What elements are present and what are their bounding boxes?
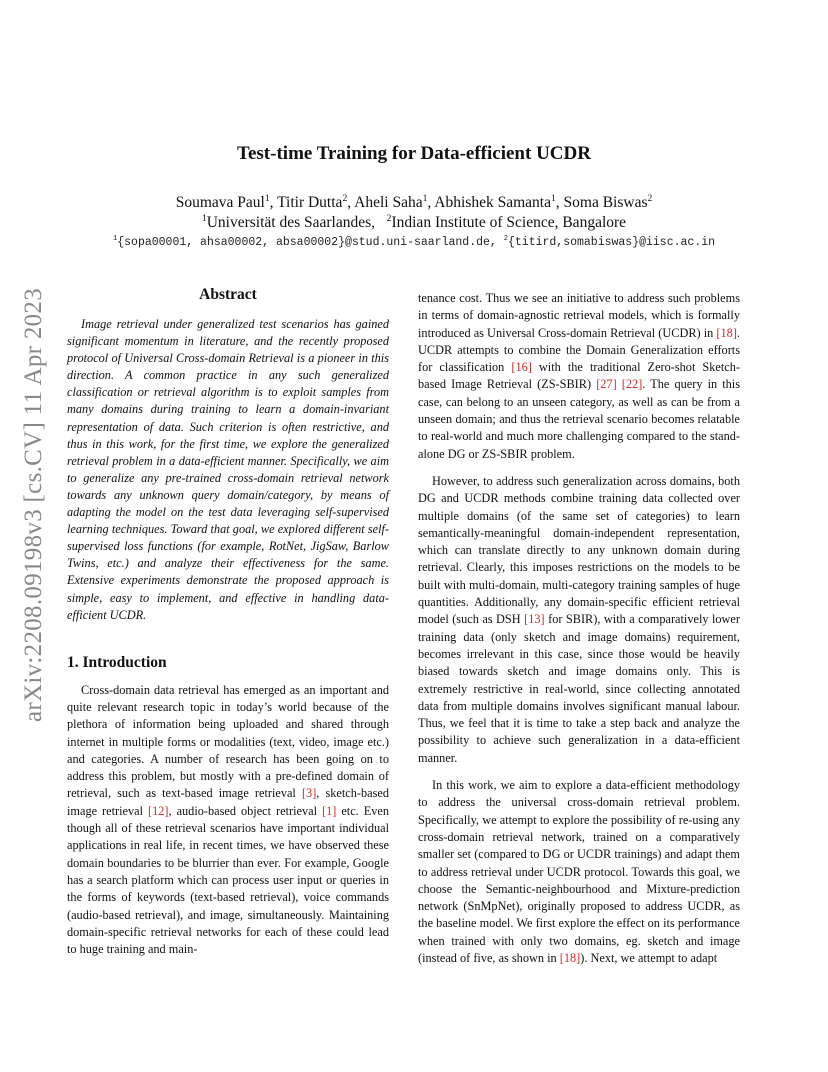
- affiliation: $^1$Universität des Saarlandes,: [201, 212, 376, 231]
- intro-paragraph: [67, 682, 389, 959]
- text-run: , audio-based object retrieval: [168, 803, 322, 818]
- citation-link[interactable]: [18]: [559, 950, 581, 965]
- citation-link[interactable]: [27]: [596, 377, 617, 392]
- body-paragraph: [418, 777, 740, 967]
- text-run: with the traditional Zero-shot Sketch-based Image Retrieval (ZS-SBIR): [418, 360, 740, 392]
- citation-link[interactable]: [18]: [716, 325, 737, 340]
- citation-link[interactable]: [1]: [321, 803, 337, 818]
- text-run: tenance cost. Thus we see an initiative to address such problems in terms of domain-agnostic retrieval models, which is formally introduced as Universal Cross-domain Retrieval (UCDR) in: [418, 291, 740, 340]
- citation-link[interactable]: [3]: [301, 786, 317, 801]
- arxiv-stamp-container: [14, 250, 54, 760]
- arxiv-stamp: arXiv:2208.09198v3 [cs.CV] 11 Apr 2023: [20, 287, 47, 723]
- text-run: ). Next, we attempt to adapt: [580, 950, 718, 965]
- citation-link[interactable]: [13]: [524, 612, 545, 627]
- text-run: . The query in this case, can belong to an unseen category, as well as can be from a unseen domain; and thus the retrieval scenario becomes relatable to real-world and much more challenging compared to the stand-alone DG or ZS-SBIR problem.: [418, 377, 741, 461]
- affiliation: $^2$Indian Institute of Science, Bangalore: [386, 212, 627, 231]
- affiliations: [0, 214, 828, 232]
- email-list: [0, 236, 828, 249]
- abstract-heading: Abstract: [199, 286, 257, 303]
- abstract-text: Image retrieval under generalized test scenarios has gained significant momentum in literature, and the recently proposed protocol of Universal Cross-domain Retrieval is a pioneer in this direction. A common practice in any such generalized classification or retrieval algorithm is to exploit samples from many domains during training to learn a domain-invariant representation of data. Such criterion is often restrictive, and thus in this work, for the first time, we explore the generalized retrieval problem in a data-efficient manner. Specifically, we aim to generalize any pre-trained cross-domain retrieval network towards any unknown query domain/category, by means of adapting the model on the test data leveraging self-supervised learning techniques. Toward that goal, we explored different self-supervised loss functions (for example, RotNet, JigSaw, Barlow Twins, etc.) and analyze their effectiveness for the same. Extensive experiments demonstrate the proposed approach is simple, easy to implement, and effective in handling data-efficient UCDR.: [67, 317, 389, 622]
- author: Soma Biswas$^2$: [563, 192, 653, 211]
- citation-link[interactable]: [12]: [148, 803, 169, 818]
- author: Abhishek Samanta$^1$: [434, 192, 556, 211]
- text-run: , sketch-based image retrieval: [67, 786, 389, 818]
- paper-title: Test-time Training for Data-efficient UCDR: [237, 143, 591, 164]
- text-run: etc. Even though all of these retrieval scenarios have important individual applications in real life, in recent times, we have observed these domain boundaries to be blurrier than ever. For example, Google has a search platform which can process user input or queries in the forms of keywords (text-based retrieval), voice commands (audio-based retrieval), and image, simultaneously. Maintaining domain-specific retrieval networks for each of these could lead to huge training and main-: [67, 803, 389, 957]
- author: Titir Dutta$^2$: [277, 192, 348, 211]
- email-group: $^2${titird,somabiswas}@iisc.ac.in: [503, 235, 716, 249]
- author-list: Soumava Paul$^1$, Titir Dutta$^2$, Aheli Saha$^1$, Abhishek Samanta$^1$, Soma Biswas$^2$: [175, 192, 653, 211]
- left-column: [67, 286, 389, 968]
- text-run: for SBIR), with a comparatively lower training data (only sketch and image domains) requirement, becomes irrelevant in this case, since those would be heavily biased towards sketch and image domains only. This is extremely restrictive in real-world, since collecting annotated data from multiple domains involves significant manual labour. Thus, we feel that it is time to take a step back and analyze the possibility to achieve such generalization in a data-efficient manner.: [418, 612, 740, 765]
- body-paragraph: [418, 290, 740, 463]
- section-heading-introduction: 1. Introduction: [67, 653, 167, 671]
- author: Aheli Saha$^1$: [354, 192, 428, 211]
- citation-link[interactable]: [22]: [621, 377, 643, 392]
- text-run: In this work, we aim to explore a data-efficient methodology to address the universal cross-domain retrieval problem. Specifically, we attempt to explore the possibility of re-using any cross-domain retrieval network, trained on a comparatively smaller set (compared to DG or UCDR trainings) and adapt them to address retrieval under UCDR protocol. Towards this goal, we choose the Semantic-neighbourhood and Mixture-prediction network (SnMpNet), originally proposed to address UCDR, as the baseline model. We first explore the effect on its performance when trained with only two domains, eg. sketch and image (instead of five, as shown in: [418, 778, 740, 965]
- author: Soumava Paul$^1$: [175, 192, 270, 211]
- text-run: However, to address such generalization across domains, both DG and UCDR methods combine training data collected over multiple domains (of the same set of categories) to learn semantically-meaningful domain-independent representation, which can translate directly to any unknown domain during retrieval. Clearly, this imposes restrictions on the models to be built with multi-domain, multi-category training samples of huge quantities. Additionally, any domain-specific efficient retrieval model (such as DSH: [418, 473, 740, 627]
- body-paragraph: [418, 473, 740, 767]
- right-column: [418, 290, 740, 977]
- text-run: . UCDR attempts to combine the Domain Generalization efforts for classification: [418, 325, 740, 375]
- citation-link[interactable]: [16]: [511, 360, 532, 375]
- text-run: Cross-domain data retrieval has emerged as an important and quite relevant research topic in today’s world because of the plethora of information being uploaded and shared through internet in multiple forms or modalities (text, video, image etc.) and categories. A number of research has been going on to address this problem, but mostly with a pre-defined domain of retrieval, such as text-based image retrieval: [67, 682, 389, 801]
- email-group: $^1${sopa00001, ahsa00002, absa00002}@stud.uni-saarland.de,: [112, 235, 497, 249]
